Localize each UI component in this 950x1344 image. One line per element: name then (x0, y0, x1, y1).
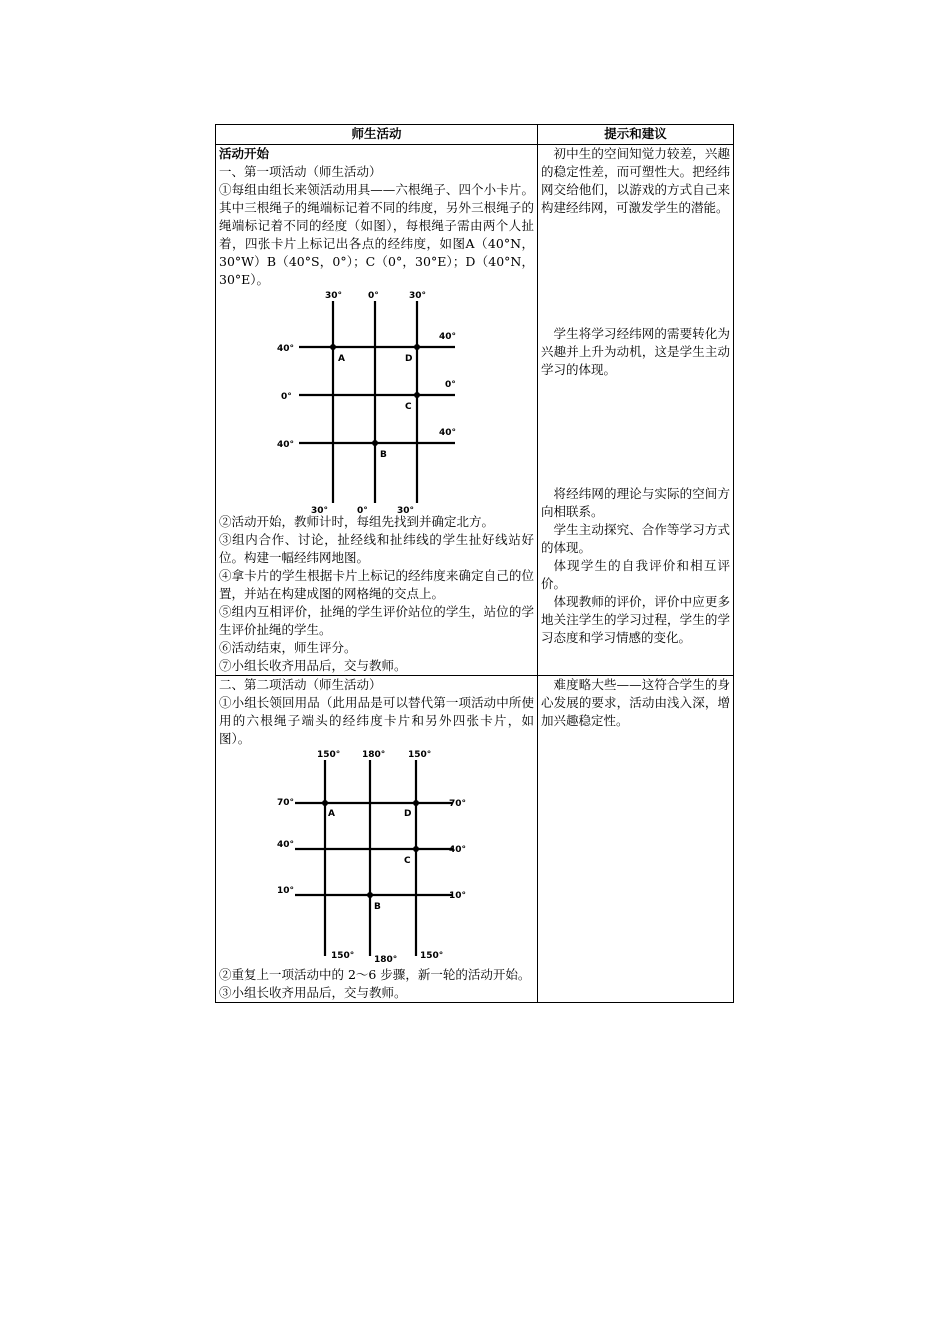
d1-right-label-1: 40° (438, 332, 456, 342)
d1-point-a: A (337, 354, 345, 364)
d1-left-label-3: 40° (276, 440, 294, 450)
d2-left-label-3: 10° (276, 886, 294, 896)
d1-top-label-1: 30° (324, 291, 342, 301)
d1-top-label-2: 0° (367, 291, 379, 301)
d2-left-label-1: 70° (276, 798, 294, 808)
d1-bottom-label-1: 30° (310, 506, 328, 513)
table-row (216, 145, 734, 676)
grid-diagram-2 (277, 748, 477, 966)
d2-point-b: B (373, 902, 381, 912)
d1-right-label-3: 40° (438, 428, 456, 438)
d2-bottom-label-2: 180° (373, 955, 397, 965)
activity-cell-1 (216, 145, 538, 676)
d2-top-label-2: 180° (361, 750, 385, 760)
d2-bottom-label-3: 150° (419, 951, 443, 961)
activity-2-step-2: ②重复上一项活动中的 2～6 步骤，新一轮的活动开始。 (219, 967, 531, 982)
d1-bottom-label-2: 0° (356, 506, 368, 513)
table-header-row (216, 125, 734, 145)
activity-1-step-7: ⑦小组长收齐用品后，交与教师。 (219, 658, 407, 673)
tips-cell-2 (538, 676, 734, 1003)
header-activities: 师生活动 (216, 125, 538, 145)
activity-2-title: 二、第二项活动（师生活动） (219, 677, 382, 692)
activity-1-step-3: ③组内合作、讨论，扯经线和扯纬线的学生扯好线站好位。构建一幅经纬网地图。 (219, 532, 534, 565)
header-tips: 提示和建议 (538, 125, 734, 145)
activity-1-step-1: ①每组由组长来领活动用具——六根绳子、四个小卡片。其中三根绳子的绳端标记着不同的纬度，另外三根绳子的绳端标记着不同的经度（如图），每根绳子需由两个人扯着，四张卡片上标记出各点的经纬度，如图A（40°N，30°W）B（40°S，0°）；C（0°，30°E）；D（40°N，30°E）。 (219, 182, 534, 287)
d2-right-label-3: 10° (448, 891, 466, 901)
activity-1-step-4: ④拿卡片的学生根据卡片上标记的经纬度来确定自己的位置，并站在构建成图的网格绳的交点上。 (219, 568, 534, 601)
activity-heading: 活动开始 (219, 146, 270, 161)
activity-1-step-2: ②活动开始，教师计时，每组先找到并确定北方。 (219, 514, 495, 529)
lesson-table (215, 124, 734, 1003)
d2-bottom-label-1: 150° (330, 951, 354, 961)
d1-point-b: B (379, 450, 387, 460)
d1-right-label-2: 0° (444, 380, 456, 390)
d1-left-label-1: 40° (276, 344, 294, 354)
tip-7: 难度略大些——这符合学生的身心发展的要求，活动由浅入深，增加兴趣稳定性。 (541, 677, 730, 728)
d1-point-c: C (404, 402, 412, 412)
activity-2-step-1: ①小组长领回用品（此用品是可以替代第一项活动中所使用的六根绳子端头的经纬度卡片和另外四张卡片，如图）。 (219, 695, 534, 746)
d1-left-label-2: 0° (280, 392, 292, 402)
activity-1-title: 一、第一项活动（师生活动） (219, 164, 382, 179)
tip-5: 体现学生的自我评价和相互评价。 (541, 558, 730, 591)
tip-6: 体现教师的评价，评价中应更多地关注学生的学习过程，学生的学习态度和学习情感的变化。 (541, 594, 730, 645)
tip-4: 学生主动探究、合作等学习方式的体现。 (541, 522, 730, 555)
d2-point-d: D (403, 809, 411, 819)
table-row (216, 676, 734, 1003)
d1-point-d: D (404, 354, 412, 364)
tip-2: 学生将学习经纬网的需要转化为兴趣并上升为动机，这是学生主动学习的体现。 (541, 326, 730, 377)
d2-left-label-2: 40° (276, 840, 294, 850)
activity-2-step-3: ③小组长收齐用品后，交与教师。 (219, 985, 407, 1000)
d2-right-label-1: 70° (448, 799, 466, 809)
d1-bottom-label-3: 30° (396, 506, 414, 513)
d2-top-label-3: 150° (407, 750, 431, 760)
tips-cell-1 (538, 145, 734, 676)
tip-3: 将经纬网的理论与实际的空间方向相联系。 (541, 486, 730, 519)
d2-right-label-2: 40° (448, 845, 466, 855)
activity-cell-2 (216, 676, 538, 1003)
grid-diagram-1 (277, 289, 477, 513)
activity-1-step-6: ⑥活动结束，师生评分。 (219, 640, 357, 655)
d1-top-label-3: 30° (408, 291, 426, 301)
d2-point-c: C (403, 856, 411, 866)
d2-point-a: A (327, 809, 335, 819)
tip-1: 初中生的空间知觉力较差，兴趣的稳定性差，而可塑性大。把经纬网交给他们，以游戏的方式自己来构建经纬网，可激发学生的潜能。 (541, 146, 730, 215)
activity-1-step-5: ⑤组内互相评价，扯绳的学生评价站位的学生，站位的学生评价扯绳的学生。 (219, 604, 534, 637)
d2-top-label-1: 150° (316, 750, 340, 760)
